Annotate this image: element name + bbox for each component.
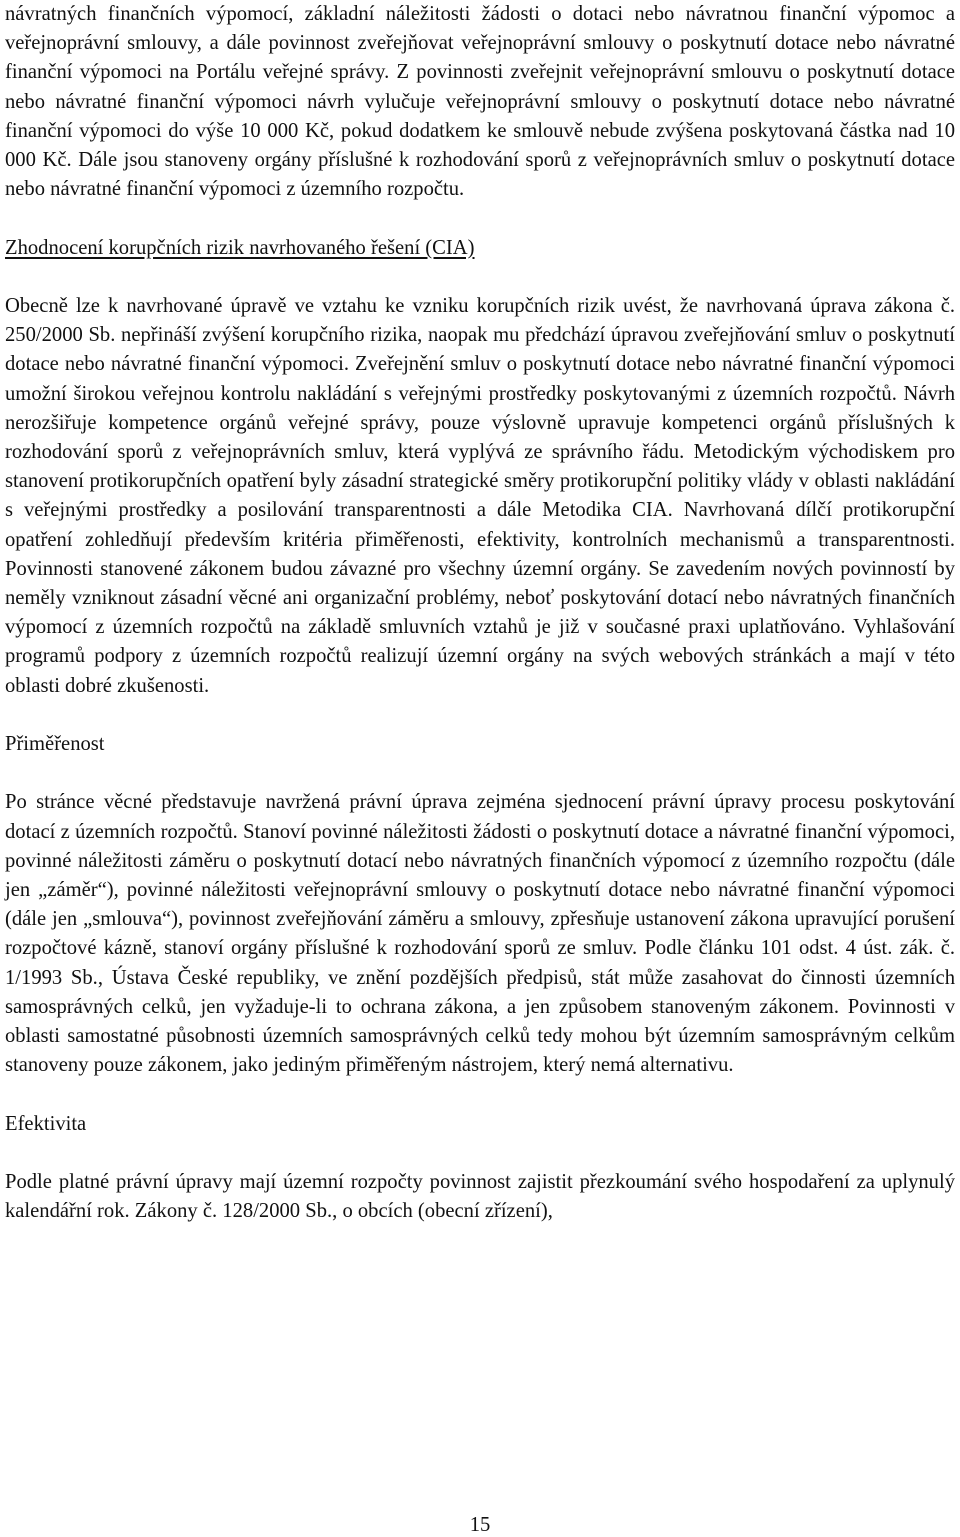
- document-page: [5, 0, 955, 1226]
- spacer: [5, 1080, 955, 1109]
- section-heading-cia: [5, 234, 955, 263]
- page-number: 15: [469, 1514, 491, 1536]
- spacer: [5, 204, 955, 233]
- section-paragraph-efektivita: Podle platné právní úpravy mají územní rozpočty povinnost zajistit přezkoumání svého hospodaření za uplynulý kalendářní rok. Zákony č. 128/2000 Sb., o obcích (obecní zřízení),: [5, 1171, 955, 1223]
- spacer: [5, 759, 955, 788]
- section-paragraph-primerenost: Po stránce věcné představuje navržená právní úprava zejména sjednocení právní úpravy procesu poskytování dotací z územních rozpočtů. Stanoví povinné náležitosti žádosti o poskytnutí dotace a návratné finanční výpomoci, povinné náležitosti záměru o poskytnutí dotací nebo návratných finančních výpomocí z územního rozpočtu (dále jen „záměr“), povinné náležitosti veřejnoprávní smlouvy o poskytnutí dotace nebo návratné finanční výpomoci (dále jen „smlouva“), povinnost zveřejňování záměru a smlouvy, zpřesňuje ustanovení zákona upravující porušení rozpočtové kázně, stanoví orgány příslušné k rozhodování sporů ze smluv. Podle článku 101 odst. 4 úst. zák. č. 1/1993 Sb., Ústava České republiky, ve znění pozdějších předpisů, stát může zasahovat do činnosti územních samosprávných celků, jen vyžaduje-li to ochrana zákona, a jen způsobem stanoveným zákonem. Povinnosti v oblasti samostatné působnosti územních samosprávných celků tedy mohou být územním samosprávným celkům stanoveny pouze zákonem, jako jediným přiměřeným nástrojem, který nemá alternativu.: [5, 791, 955, 1077]
- spacer: [5, 263, 955, 292]
- spacer: [5, 701, 955, 730]
- section-heading-primerenost: Přiměřenost: [5, 733, 105, 756]
- section-heading-efektivita: Efektivita: [5, 1112, 87, 1135]
- intro-paragraph: návratných finančních výpomocí, základní náležitosti žádosti o dotaci nebo návratnou finanční výpomoc a veřejnoprávní smlouvy, a dále povinnost zveřejňovat veřejnoprávní smlouvy o poskytnutí dotace nebo návratné finanční výpomoci na Portálu veřejné správy. Z povinnosti zveřejnit veřejnoprávní smlouvu o poskytnutí dotace nebo návratné finanční výpomoci návrh vylučuje veřejnoprávní smlouvy o poskytnutí dotace nebo návratné finanční výpomoci do výše 10 000 Kč, pokud dodatkem ke smlouvě nebude zvýšena poskytovaná částka nad 10 000 Kč. Dále jsou stanoveny orgány příslušné k rozhodování sporů z veřejnoprávních smluv o poskytnutí dotace nebo návratné finanční výpomoci z územního rozpočtu.: [5, 3, 955, 201]
- section-heading-cia-text: Zhodnocení korupčních rizik navrhovaného řešení (CIA): [5, 236, 475, 259]
- spacer: [5, 1139, 955, 1168]
- section-paragraph-cia: Obecně lze k navrhované úpravě ve vztahu ke vzniku korupčních rizik uvést, že navrhovaná úprava zákona č. 250/2000 Sb. nepřináší zvýšení korupčního rizika, naopak mu předchází úpravou zveřejňování smluv o poskytnutí dotace nebo návratné finanční výpomoci. Zveřejnění smluv o poskytnutí dotace nebo návratné finanční výpomoci umožní širokou veřejnou kontrolu nakládání s veřejnými prostředky poskytovanými z územních rozpočtů. Návrh nerozšiřuje kompetence orgánů veřejné správy, pouze výslovně upravuje kompetenci orgánů příslušných k rozhodování sporů z veřejnoprávních smluv, která vyplývá ze správního řádu. Metodickým východiskem pro stanovení protikorupčních opatření byly zásadní strategické směry protikorupční politiky vlády v oblasti nakládání s veřejnými prostředky a posilování transparentnosti a dále Metodika CIA. Navrhovaná dílčí protikorupční opatření zohledňují především kritéria přiměřenosti, efektivity, kontrolních mechanismů a transparentnosti. Povinnosti stanovené zákonem budou závazné pro všechny územní orgány. Se zavedením nových povinností by neměly vzniknout zásadní věcné ani organizační problémy, neboť poskytování dotací nebo návratných finančních výpomocí z územních rozpočtů na základě smluvních vztahů je již v současné praxi uplatňováno. Vyhlašování programů podpory z územních rozpočtů realizují územní orgány na svých webových stránkách a mají v této oblasti dobré zkušenosti.: [5, 295, 955, 697]
